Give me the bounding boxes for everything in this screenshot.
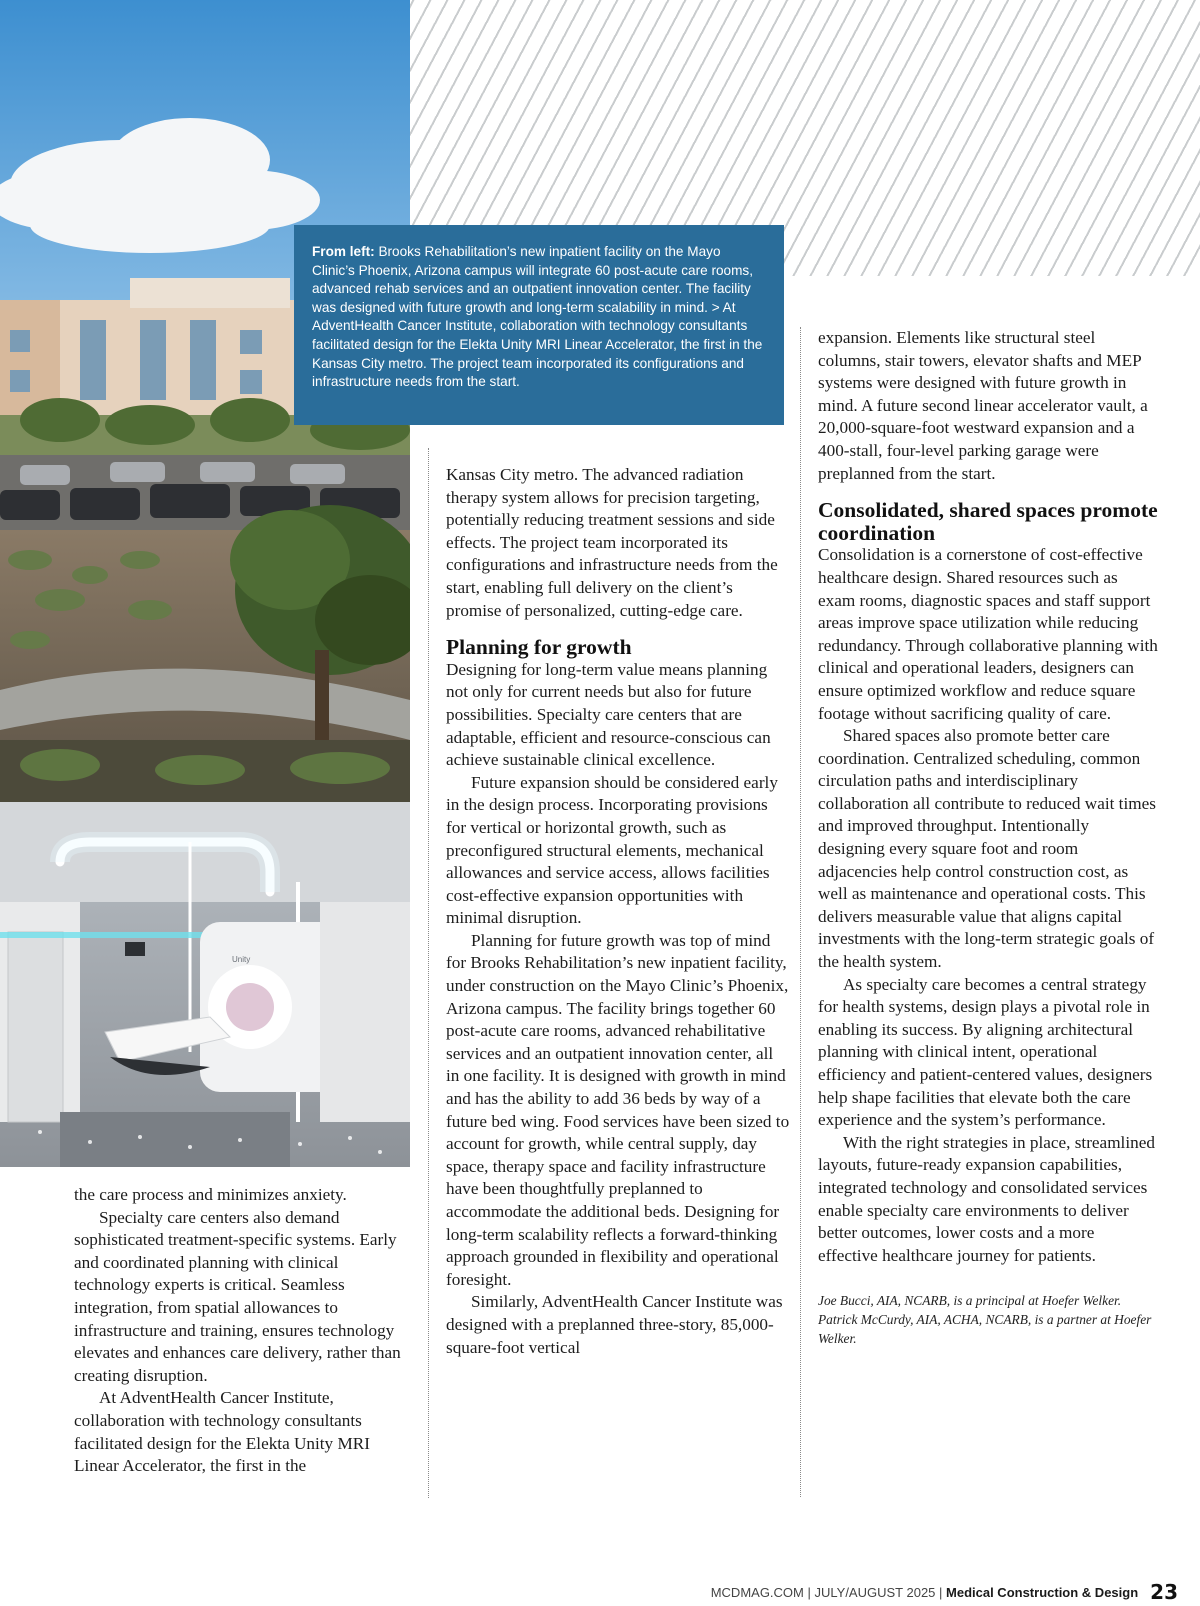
- photo-caption: [294, 225, 784, 425]
- footer-site: MCDMAG.COM: [710, 1585, 804, 1600]
- column-divider-right: [800, 327, 801, 1497]
- treatment-room-illustration: [0, 802, 410, 1167]
- middle-paragraph-1: Kansas City metro. The advanced radiation therapy system allows for precision targeting, potentially reducing treatment sessions and side effects. The project team incorporated its configurations and infrastructure needs from the start, enabling full delivery on the client’s promise of personalized, cutting-edge care.: [446, 465, 778, 620]
- middle-paragraph-5: Similarly, AdventHealth Cancer Institute was designed with a preplanned three-story, 85,000-square-foot vertical: [446, 1292, 783, 1357]
- right-paragraph-3: Shared spaces also promote better care coordination. Centralized scheduling, common circulation paths and interdisciplinary collaboration all contribute to reduced wait times and improved throughput. Intentionally designing every square foot and room adjacencies help control construction cost, as well as maintenance and operational costs. This delivers measurable value that aligns capital investments with the long-term strategic goals of the health system.: [818, 726, 1156, 972]
- caption-lead: From left:: [312, 244, 375, 259]
- footer-separator: |: [803, 1585, 815, 1600]
- page-number: 23: [1150, 1580, 1178, 1604]
- right-paragraph-4: As specialty care becomes a central strategy for health systems, design plays a pivotal role in enabling its success. By aligning architectural planning with clinical intent, operational efficiency and patient-centered values, designers help shape facilities that elevate both the care experience and the system’s performance.: [818, 974, 1153, 1130]
- section-heading-consolidated: Consolidated, shared spaces promote coordination: [818, 498, 1158, 545]
- right-paragraph-2: Consolidation is a cornerstone of cost-effective healthcare design. Shared resources such as exam rooms, diagnostic spaces and staff support areas improve space utilization while reducing redundancy. Through collaborative planning with clinical and operational leaders, designers can ensure optimized workflow and reduce square footage without sacrificing quality of care.: [818, 545, 1158, 723]
- footer-magazine-name: Medical Construction & Design: [946, 1585, 1139, 1600]
- article-column-middle: [446, 464, 790, 1359]
- author-bio: Joe Bucci, AIA, NCARB, is a principal at Hoefer Welker. Patrick McCurdy, AIA, ACHA, NCARB, is a partner at Hoefer Welker.: [818, 1293, 1152, 1347]
- middle-paragraph-4: Planning for future growth was top of mind for Brooks Rehabilitation’s new inpatient facility, under construction on the Mayo Clinic’s Phoenix, Arizona campus. The facility brings together 60 post-acute care rooms, advanced rehabilitative services and an outpatient innovation center, all in one facility. It is designed with growth in mind and has the ability to add 36 beds by way of a future bed wing. Food services have been sized to account for growth, while central supply, day space, therapy space and facility infrastructure have been thoughtfully preplanned to accommodate the additional beds. Designing for long-term scalability reflects a forward-thinking approach grounded in flexibility and operational foresight.: [446, 930, 790, 1289]
- left-paragraph-3: At AdventHealth Cancer Institute, collaboration with technology consultants facilitated design for the Elekta Unity MRI Linear Accelerator, the first in the: [74, 1388, 370, 1476]
- footer-issue-date: JULY/AUGUST 2025: [814, 1585, 936, 1600]
- machine-label: Unity: [232, 955, 251, 964]
- page-footer: [0, 1578, 1178, 1602]
- linear-accelerator-room-photo: [0, 802, 410, 1167]
- middle-paragraph-3: Future expansion should be considered early in the design process. Incorporating provisions for vertical or horizontal growth, such as preconfigured structural elements, mechanical allowances and service access, allows facilities cost-effective expansion opportunities with minimal disruption.: [446, 772, 778, 928]
- right-paragraph-5: With the right strategies in place, streamlined layouts, future-ready expansion capabilities, integrated technology and consolidated services enable specialty care environments to deliver better outcomes, lower costs and a more effective healthcare journey for patients.: [818, 1132, 1155, 1265]
- left-paragraph-1: the care process and minimizes anxiety.: [74, 1185, 347, 1204]
- column-divider-left: [428, 448, 429, 1498]
- left-paragraph-2: Specialty care centers also demand sophisticated treatment-specific systems. Early and coordinated planning with clinical technology experts is critical. Seamless integration, from spatial allowances to infrastructure and training, ensures technology elevates and enhances care delivery, rather than creating disruption.: [74, 1207, 401, 1385]
- middle-paragraph-2: Designing for long-term value means planning not only for current needs but also for future possibilities. Specialty care centers that are adaptable, efficient and resource-conscious can achieve sustainable clinical excellence.: [446, 659, 771, 770]
- article-column-right: [818, 327, 1158, 1348]
- footer-separator: |: [935, 1585, 947, 1600]
- right-paragraph-1: expansion. Elements like structural steel columns, stair towers, elevator shafts and MEP systems were designed with future growth in mind. A future second linear accelerator vault, a 20,000-square-foot westward expansion and a 400-stall, four-level parking garage were preplanned from the start.: [818, 328, 1148, 483]
- caption-text: Brooks Rehabilitation’s new inpatient facility on the Mayo Clinic’s Phoenix, Arizona campus will integrate 60 post-acute care rooms, advanced rehab services and an outpatient innovation center. The facility was designed with future growth and long-term scalability in mind. > At AdventHealth Cancer Institute, collaboration with technology consultants facilitated design for the Elekta Unity MRI Linear Accelerator, the first in the Kansas City metro. The project team incorporated its configurations and infrastructure needs from the start.: [312, 244, 763, 390]
- section-heading-planning: Planning for growth: [446, 635, 632, 660]
- article-column-left: [74, 1184, 414, 1478]
